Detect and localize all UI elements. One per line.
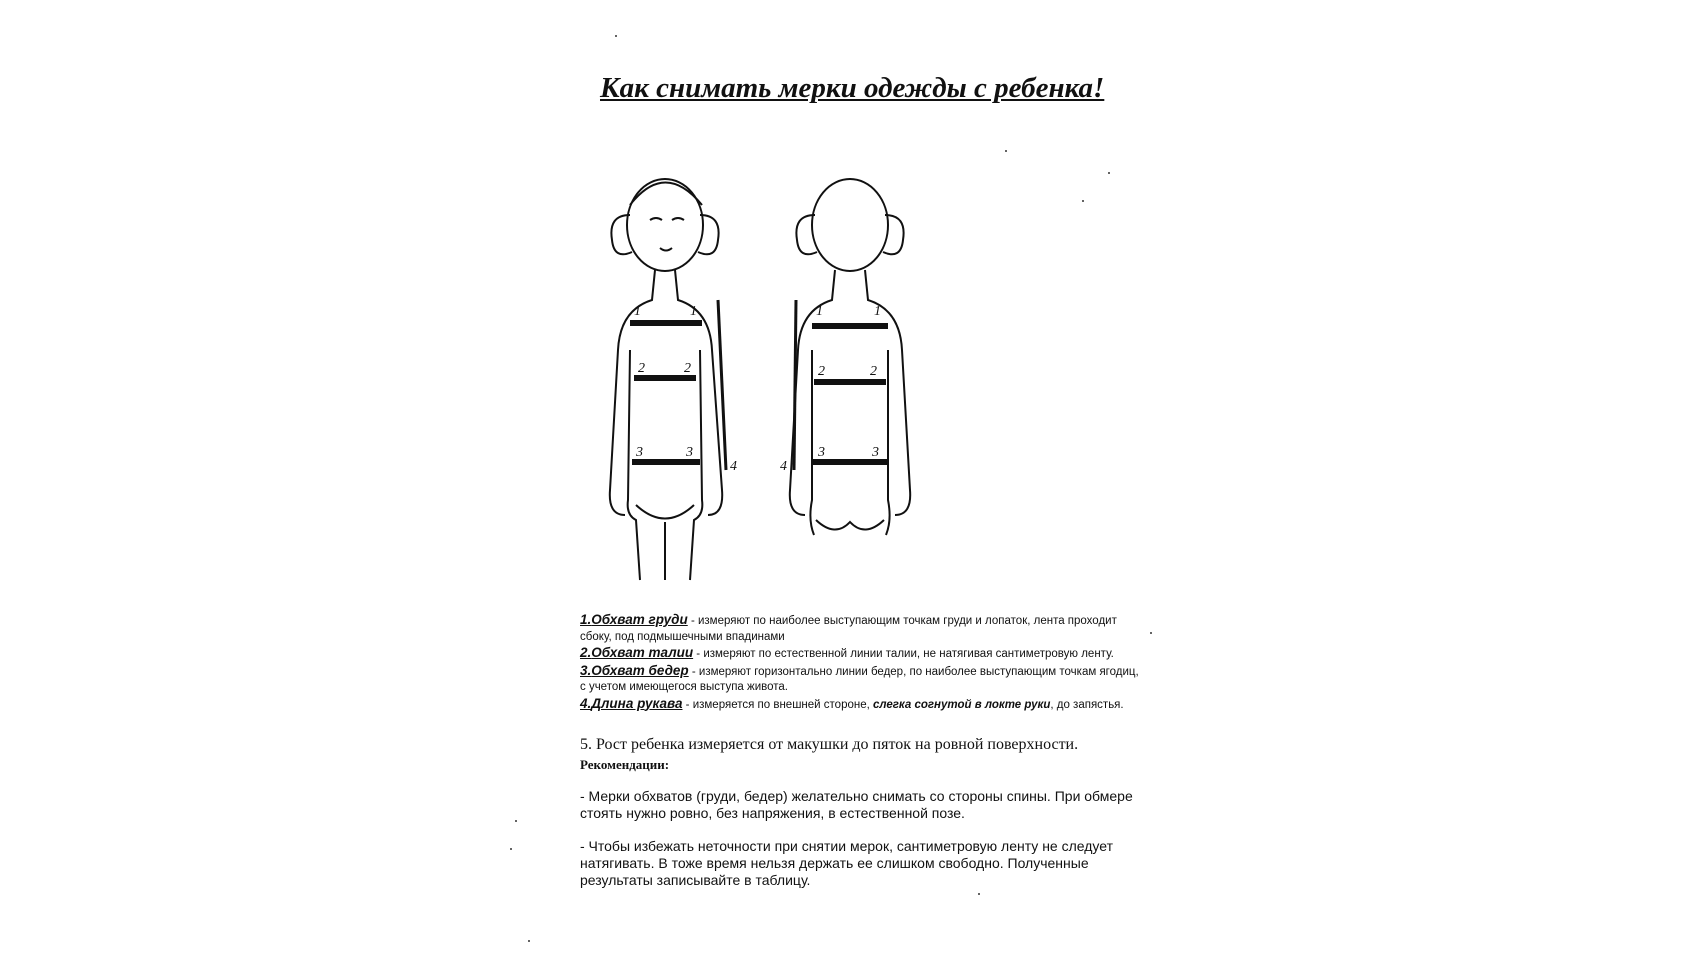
item-chest <box>580 612 1140 645</box>
item-hips-text: - измеряют горизонтально линии бедер, по наиболее выступающим точкам ягодиц, с учетом имеющегося выступа живота. <box>580 665 1139 693</box>
marker-2-back: 2 <box>818 364 825 379</box>
item-sleeve-head: Длина рукава <box>591 695 683 711</box>
item-chest-num: 1. <box>580 612 592 627</box>
scan-speck <box>1005 150 1007 152</box>
sleeve-line-back <box>794 300 796 470</box>
marker-2-back-right: 2 <box>870 364 877 379</box>
measurement-illustration <box>590 160 950 600</box>
scan-speck <box>515 820 517 822</box>
scan-speck <box>1150 632 1152 634</box>
marker-1-front: 1 <box>634 304 641 319</box>
marker-1-back-right: 1 <box>874 304 881 319</box>
scan-speck <box>978 893 980 895</box>
marker-2-front-right: 2 <box>684 361 691 376</box>
item-waist-text: - измеряют по естественной линии талии, не натягивая сантиметровую ленту. <box>693 648 1114 660</box>
back-figure <box>790 179 910 535</box>
item-height: 5. Рост ребенка измеряется от макушки до пяток на ровной поверхности. <box>580 736 1079 753</box>
item-sleeve-text-b: , до запястья. <box>1050 698 1124 711</box>
item-waist <box>580 645 1140 663</box>
scan-speck <box>510 848 512 850</box>
marker-3-front: 3 <box>636 445 643 460</box>
marker-3-back: 3 <box>818 445 825 460</box>
recommendation-1: - Мерки обхватов (груди, бедер) желательно снимать со стороны спины. При обмере стоять нужно ровно, без напряжения, в естественной позе. <box>580 788 1133 821</box>
recommendation-2: - Чтобы избежать неточности при снятии мерок, сантиметровую ленту не следует натягивать. В тоже время нельзя держать ее слишком свободно. Полученные результаты записывайте в таблицу. <box>580 838 1113 888</box>
recommendations-title: Рекомендации: <box>580 757 670 772</box>
item-chest-head: Обхват груди <box>591 612 688 627</box>
scan-speck <box>1108 172 1110 174</box>
marker-1-front-right: 1 <box>690 304 697 319</box>
marker-2-front: 2 <box>638 361 645 376</box>
scan-speck <box>1082 200 1084 202</box>
item-chest-text: - измеряют по наиболее выступающим точкам груди и лопаток, лента проходит сбоку, под подмышечными впадинами <box>580 615 1117 643</box>
marker-3-front-right: 3 <box>686 445 693 460</box>
measurement-instructions <box>580 612 1140 713</box>
item-hips-head: Обхват бедер <box>591 662 689 678</box>
page-title: Как снимать мерки одежды с ребенка! <box>600 72 1105 104</box>
item-hips <box>580 663 1140 696</box>
item-hips-num: 3. <box>580 662 592 678</box>
item-waist-head: Обхват талии <box>591 645 694 660</box>
scan-speck <box>528 940 530 942</box>
item-sleeve-text-a: - измеряется по внешней стороне, <box>682 698 873 711</box>
marker-1-back: 1 <box>816 304 823 319</box>
marker-4-front: 4 <box>730 459 737 474</box>
scan-speck <box>615 35 617 37</box>
item-sleeve-num: 4. <box>580 695 592 711</box>
marker-4-back: 4 <box>780 459 787 474</box>
item-waist-num: 2. <box>580 645 592 660</box>
item-sleeve <box>580 696 1140 714</box>
item-sleeve-emphasis: слегка согнутой в локте руки <box>873 698 1051 711</box>
marker-3-back-right: 3 <box>872 445 879 460</box>
